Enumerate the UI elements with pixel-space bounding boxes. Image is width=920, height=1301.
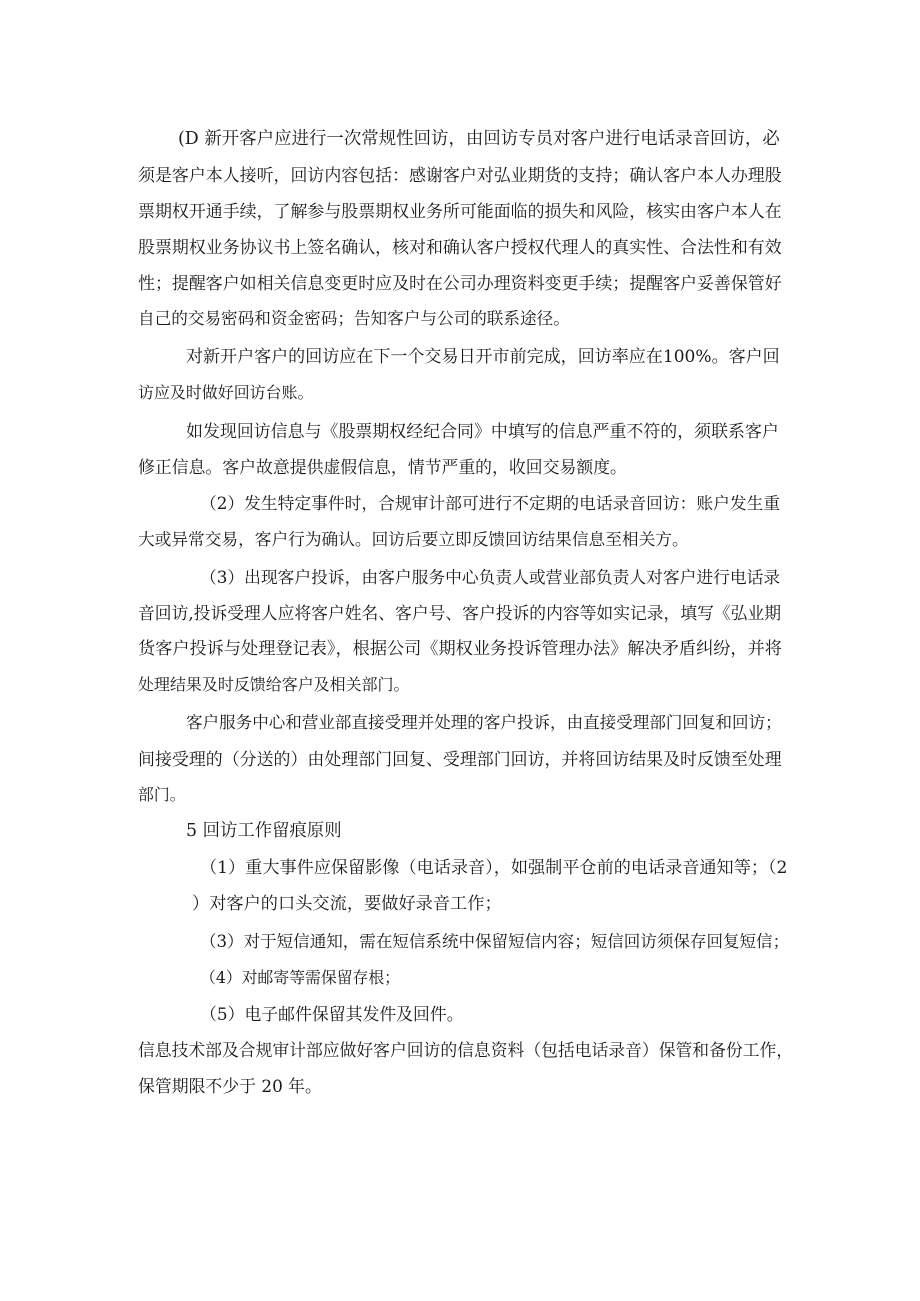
text-line: 音回访,投诉受理人应将客户姓名、客户号、客户投诉的内容等如实记录，填写《弘业期	[138, 603, 782, 623]
text-line: 信息技术部及合规审计部应做好客户回访的信息资料（包括电话录音）保管和备份工作，	[138, 1040, 794, 1060]
text-line: 客户服务中心和营业部直接受理并处理的客户投诉，由直接受理部门回复和回访；	[186, 713, 782, 732]
text-line: 保管期限不少于 20 年。	[138, 1076, 322, 1096]
text-line: （3）出现客户投诉，由客户服务中心负责人或营业部负责人对客户进行电话录	[200, 567, 781, 587]
text-line: 间接受理的（分送的）由处理部门回复、受理部门回访，并将回访结果及时反馈至处理	[138, 749, 782, 769]
text-line: （3）对于短信通知，需在短信系统中保留短信内容；短信回访须保存回复短信；	[200, 932, 790, 951]
text-line: （5）电子邮件保留其发件及回件。	[200, 1004, 464, 1024]
text-line: 性；提醒客户如相关信息变更时应及时在公司办理资料变更手续；提醒客户妥善保管好	[138, 273, 782, 293]
text-line: 自己的交易密码和资金密码；告知客户与公司的联系途径。	[138, 309, 570, 328]
text-line: 大或异常交易，客户行为确认。回访后要立即反馈回访结果信息至相关方。	[138, 529, 689, 549]
text-line: ）对客户的口头交流，要做好录音工作；	[192, 894, 502, 914]
section-heading: 5 回访工作留痕原则	[186, 821, 342, 841]
text-line: 股票期权业务协议书上签名确认，核对和确认客户授权代理人的真实性、合法性和有效	[138, 237, 782, 257]
text-line: 如发现回访信息与《股票期权经纪合同》中填写的信息严重不符的，须联系客户	[186, 421, 779, 441]
text-line: 访应及时做好回访台账。	[138, 383, 314, 402]
text-line: （4）对邮寄等需保留存根；	[200, 968, 401, 987]
text-line: 票期权开通手续，了解参与股票期权业务所可能面临的损失和风险，核实由客户本人在	[138, 201, 782, 221]
text-line: 处理结果及时反馈给客户及相关部门。	[138, 675, 410, 694]
text-line: 对新开户客户的回访应在下一个交易日开市前完成，回访率应在100%。客户回	[186, 347, 780, 367]
text-line: 修正信息。客户故意提供虚假信息，情节严重的，收回交易额度。	[138, 457, 627, 477]
text-line: （1）重大事件应保留影像（电话录音），如强制平仓前的电话录音通知等；（2	[200, 858, 788, 878]
text-line: 须是客户本人接听，回访内容包括：感谢客户对弘业期货的支持；确认客户本人办理股	[138, 165, 782, 185]
text-line: （2）发生特定事件时，合规审计部可进行不定期的电话录音回访：账户发生重	[200, 493, 781, 513]
text-line: 部门。	[138, 785, 186, 804]
text-line: 货客户投诉与处理登记表》，根据公司《期权业务投诉管理办法》解决矛盾纠纷，并将	[138, 639, 782, 659]
text-line: (D 新开客户应进行一次常规性回访，由回访专员对客户进行电话录音回访，必	[178, 129, 780, 149]
